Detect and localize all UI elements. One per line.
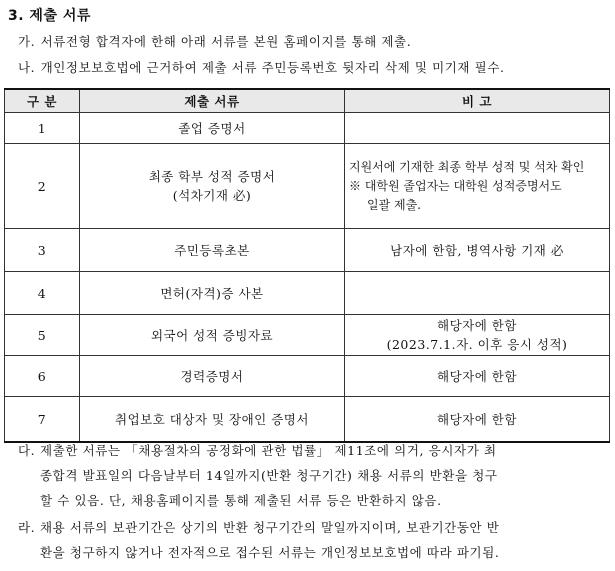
document-name-sub: (석차기재 必) [172, 188, 252, 203]
intro-item-ga [18, 32, 411, 50]
remarks-cell [345, 272, 610, 315]
outro-line: 환을 청구하지 않거나 전자적으로 접수된 서류는 개인정보보호법에 따라 파기됨. [40, 545, 500, 560]
document-name: 최종 학부 성적 증명서 [148, 169, 276, 184]
intro-item-na [18, 58, 505, 76]
row-number: 1 [5, 113, 80, 144]
outro-line: 종합격 발표일의 다음날부터 14일까지(반환 청구기간) 채용 서류의 반환을 청구 [40, 468, 498, 483]
remarks-cell [345, 113, 610, 144]
table-row [5, 356, 610, 397]
documents-table [4, 88, 610, 443]
row-number: 3 [5, 229, 80, 272]
table-row [5, 229, 610, 272]
row-number: 7 [5, 397, 80, 443]
document-name: 졸업 증명서 [80, 113, 345, 144]
outro-item-ra [18, 515, 608, 565]
header-category: 구 분 [5, 89, 80, 113]
document-name-cell [80, 144, 345, 229]
document-name: 외국어 성적 증빙자료 [80, 315, 345, 356]
table-header-row [5, 89, 610, 113]
intro-marker: 나. [18, 60, 36, 75]
outro-marker: 라. [18, 520, 36, 535]
table-row [5, 272, 610, 315]
document-name: 면허(자격)증 사본 [80, 272, 345, 315]
table-row [5, 113, 610, 144]
remarks-line: ※ 대학원 졸업자는 대학원 성적증명서도 [349, 178, 562, 193]
remarks-line: (2023.7.1.자. 이후 응시 성적) [386, 337, 568, 352]
document-name: 취업보호 대상자 및 장애인 증명서 [80, 397, 345, 443]
table-row [5, 315, 610, 356]
document-name: 주민등록초본 [80, 229, 345, 272]
intro-marker: 가. [18, 34, 36, 49]
outro-marker: 다. [18, 443, 36, 458]
table-row [5, 397, 610, 443]
outro-item-da [18, 438, 608, 513]
row-number: 4 [5, 272, 80, 315]
row-number: 2 [5, 144, 80, 229]
remarks-line: 해당자에 한함 [437, 318, 517, 333]
remarks-cell: 해당자에 한함 [345, 356, 610, 397]
header-remarks: 비 고 [345, 89, 610, 113]
row-number: 6 [5, 356, 80, 397]
outro-line: 다. 제출한 서류는 「채용절차의 공정화에 관한 법률」 제11조에 의거, 응시자가 최 [18, 443, 497, 458]
remarks-line: 일괄 제출. [367, 197, 421, 212]
remarks-cell [345, 144, 610, 229]
outro-line: 라. 채용 서류의 보관기간은 상기의 반환 청구기간의 말일까지이며, 보관기간동안 반 [18, 520, 499, 535]
section-heading: 3. 제출 서류 [8, 8, 91, 24]
remarks-line: 지원서에 기재한 최종 학부 성적 및 석차 확인 [349, 159, 585, 174]
table-row [5, 144, 610, 229]
remarks-cell [345, 315, 610, 356]
remarks-cell: 남자에 한함, 병역사항 기재 必 [345, 229, 610, 272]
intro-text: 서류전형 합격자에 한해 아래 서류를 본원 홈페이지를 통해 제출. [40, 34, 412, 49]
intro-text: 개인정보보호법에 근거하여 제출 서류 주민등록번호 뒷자리 삭제 및 미기재 필수. [40, 60, 505, 75]
document-name: 경력증명서 [80, 356, 345, 397]
remarks-cell: 해당자에 한함 [345, 397, 610, 443]
outro-line: 할 수 있음. 단, 채용홈페이지를 통해 제출된 서류 등은 반환하지 않음. [40, 493, 442, 508]
row-number: 5 [5, 315, 80, 356]
header-document: 제출 서류 [80, 89, 345, 113]
